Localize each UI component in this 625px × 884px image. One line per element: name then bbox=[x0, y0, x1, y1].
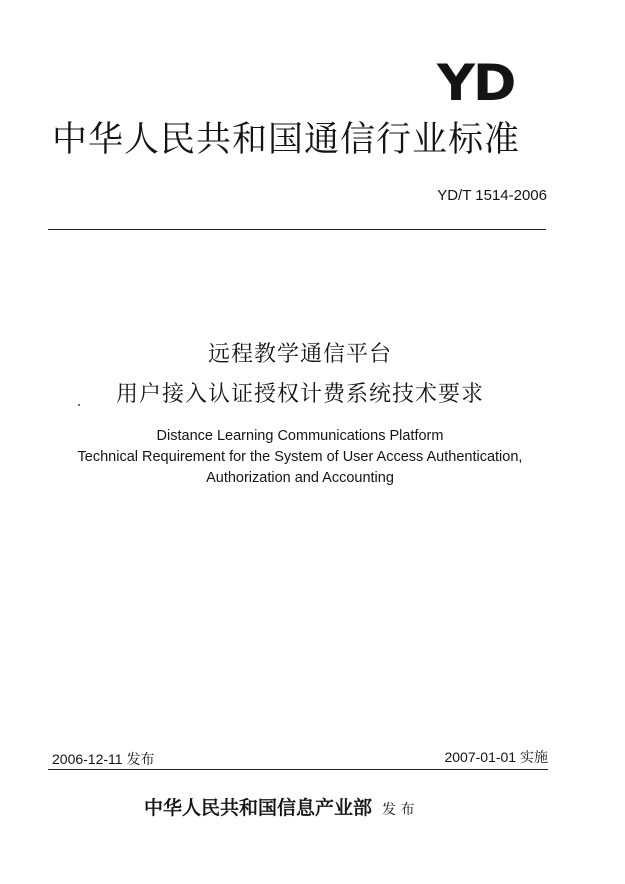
publisher-line bbox=[144, 796, 414, 822]
document-title-en-line1: Distance Learning Communications Platform bbox=[156, 428, 444, 444]
bottom-divider bbox=[48, 769, 548, 770]
document-title-cn-line1: 远程教学通信平台 bbox=[207, 342, 392, 367]
issue-date: 2006-12-11 发布 bbox=[52, 751, 155, 767]
document-title-en-line3: Authorization and Accounting bbox=[206, 470, 394, 486]
yd-logo: YD bbox=[437, 54, 515, 112]
standard-code: YD/T 1514-2006 bbox=[437, 187, 547, 204]
publisher-suffix: 发 布 bbox=[382, 802, 415, 818]
publisher-name: 中华人民共和国信息产业部 bbox=[144, 797, 373, 819]
document-title-cn-line2: 用户接入认证授权计费系统技术要求 bbox=[115, 382, 484, 407]
document-title-en bbox=[0, 426, 600, 489]
standard-title: 中华人民共和国通信行业标准 bbox=[52, 120, 521, 160]
effective-date: 2007-01-01 实施 bbox=[444, 749, 548, 765]
document-title-en-line2: Technical Requirement for the System of User Access Authentication, bbox=[77, 449, 523, 465]
top-divider bbox=[48, 229, 546, 230]
